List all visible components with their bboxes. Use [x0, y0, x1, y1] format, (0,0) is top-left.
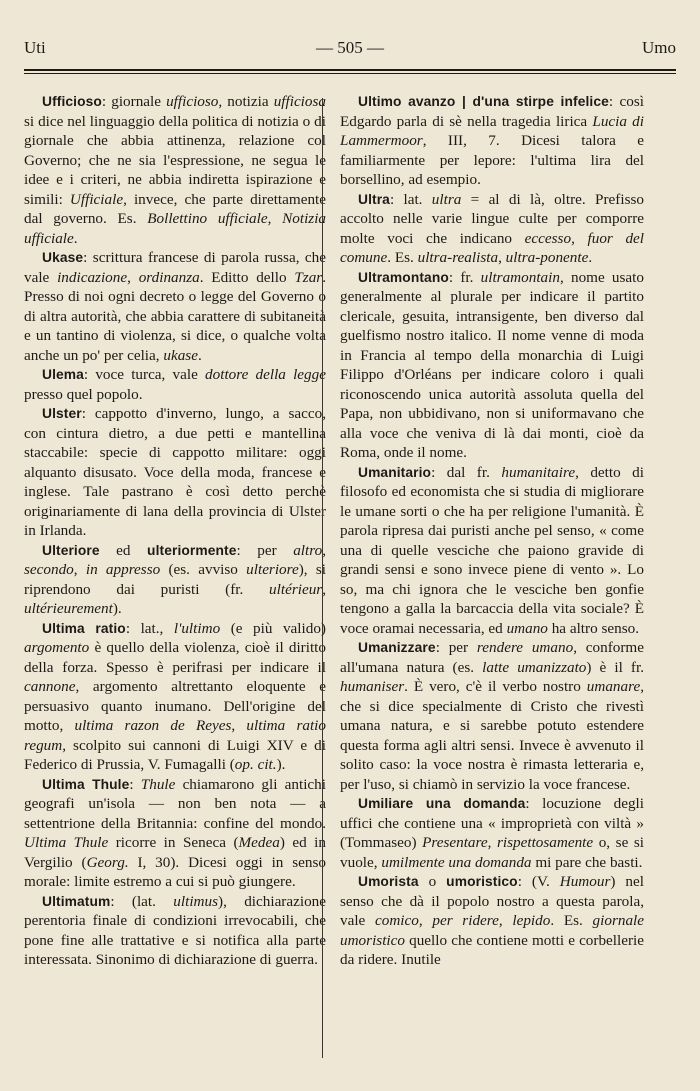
entry-italic-text: ultima ratio regum: [24, 717, 326, 754]
dictionary-entry: [340, 794, 644, 872]
entry-italic-text: ulteriore: [246, 561, 299, 578]
entry-headword: Umiliare una domanda: [358, 796, 526, 811]
header-right-guideword: Umo: [642, 38, 676, 57]
entry-text: ), dichiarazione perentoria finale di condizioni irrevocabili, che pone fine alle trattative e si notifica alla parte interessata. Sinonimo di dichiarazione di guerra.: [24, 892, 326, 968]
column-divider: [322, 98, 323, 1058]
entry-italic-text: op. cit.: [234, 756, 277, 773]
left-column: [24, 92, 326, 970]
entry-italic-text: Presentare: [422, 834, 488, 851]
entry-text: .: [197, 346, 202, 364]
entry-text: : dal fr.: [431, 463, 502, 481]
entry-text: ) ed in Vergilio (: [24, 834, 326, 871]
entry-italic-text: Ultima Thule: [24, 834, 109, 851]
entry-headword: Ulteriore: [42, 542, 100, 558]
entry-headword: Ulema: [42, 367, 84, 382]
entry-text: , detto di filosofo ed economista che si studia di migliorare le umane sorti o che ha per religione l'umanità. È parola ripresa dai puristi anche pel senso, « come una di quelle vesciche che paiono gravide di grandi sensi e sono invece piene di vento ». Lo so, ma chi ignora che le vesciche ben gonfie tengono a galla la barcaccia della vita sociale? È voce oramai necessaria, ed: [340, 463, 644, 637]
entry-headword: Ultima Thule: [42, 776, 130, 792]
dictionary-entry: [340, 463, 644, 639]
entry-italic-text: Ufficiale: [69, 190, 124, 208]
entry-italic-text: dottore della legge: [205, 366, 326, 383]
entry-text: ,: [571, 229, 588, 247]
entry-text: , conforme all'umana natura (es.: [340, 639, 644, 676]
dictionary-entry: [340, 872, 644, 970]
entry-headword: Ultramontano: [358, 269, 449, 285]
entry-italic-text: Lucia di Lammermoor: [340, 112, 644, 149]
entry-text: (es. avviso: [160, 561, 247, 578]
entry-headword: Ultra: [358, 191, 390, 207]
entry-italic-text: in appresso: [85, 561, 161, 578]
dictionary-entry: [340, 268, 644, 463]
entry-headword: umoristico: [446, 874, 518, 889]
entry-text: ) nel senso che dà il popolo nostro a questa parola, vale: [340, 873, 644, 929]
entry-text: : così Edgardo parla di sè nella tragedia lirica: [340, 93, 644, 130]
entry-text: ,: [322, 580, 326, 598]
entry-text: . Editto dello: [199, 268, 295, 286]
dictionary-entry: [24, 365, 326, 404]
entry-headword: Ulster: [42, 406, 82, 421]
dictionary-entry: [24, 619, 326, 775]
entry-headword: Umanizzare: [358, 640, 436, 655]
entry-italic-text: l'ultimo: [173, 619, 221, 637]
entry-headword: ulteriormente: [147, 542, 237, 558]
entry-text: si dice nel linguaggio della politica di notizia o di giornale che abbia attinenza, relazione col Governo; che ne sia l'espressione, ne segua le idee e i criteri, ne abbia indiretta ispirazione e simili:: [24, 112, 326, 208]
entry-text: è quello della violenza, cioè il diritto della forza. Spesso è perifrasi per indicare il: [24, 639, 326, 676]
entry-headword: Ultimo avanzo | d'una stirpe infelice: [358, 94, 609, 109]
entry-text: presso quel popolo.: [24, 385, 143, 403]
entry-headword: Ufficioso: [42, 94, 102, 109]
entry-text: ,: [322, 541, 326, 559]
entry-italic-text: umanare: [586, 678, 641, 695]
header-left-guideword: Uti: [24, 38, 46, 57]
entry-italic-text: latte umanizzato: [482, 658, 587, 676]
entry-text: ).: [276, 756, 286, 773]
entry-text: ,: [498, 249, 506, 266]
entry-italic-text: Georg.: [86, 853, 129, 871]
entry-text: . Es.: [387, 249, 418, 266]
entry-italic-text: secondo: [24, 561, 74, 578]
entry-text: ,: [127, 268, 139, 286]
entry-italic-text: eccesso: [524, 229, 572, 247]
entry-text: , che si dice specialmente di Cristo che rivestì umana natura, e si sarebbe potuto estendere questa forma agli altri sensi. Invece è avvenuto il solito caso: la voce nostra è rimasta letteraria e, per l'uso, si chiamò in servizio la voce francese.: [340, 678, 644, 793]
entry-italic-text: umano: [506, 619, 548, 637]
dictionary-entry: [340, 190, 644, 268]
entry-italic-text: ultra: [431, 190, 462, 208]
entry-text: : scrittura francese di parola russa, che vale: [24, 249, 326, 286]
entry-text: , nome usato generalmente al plurale per indicare il partito clericale, gesuita, intransigente, ben diverso dal guelfismo nostro italico. Il nome venne di moda in Francia al tempo della monarchia di Luigi Filippo d'Orléans per indicare coloro i quali riconoscendo unica autorità assoluta quella del Papa, non ubbidivano, non si uniformavano che alla voce che veniva di là dai monti, cioè da Roma, onde il nome.: [340, 268, 644, 461]
entry-text: = al di là, oltre. Prefisso accolto nelle varie lingue culte per comporre molte voci che indicano: [340, 190, 644, 247]
dictionary-entry: [24, 541, 326, 619]
entry-text: I, 30). Dicesi oggi in senso morale: limite estremo a cui si può giungere.: [24, 853, 327, 890]
dictionary-entry: [24, 404, 326, 541]
entry-italic-text: lepido: [512, 912, 551, 929]
entry-italic-text: per ridere: [432, 912, 499, 929]
entry-text: ha altro senso.: [547, 619, 640, 637]
entry-text: : (V.: [517, 873, 560, 890]
entry-text: : cappotto d'inverno, lungo, a sacco, con cintura dietro, a due petti e mantellina staccabile: specie di cappotto militare: oggi alquanto disusato. Voce della moda, francese e inglese. Tale pastrano è così detto perchè originariamente di lana della provincia di Ulster in Irlanda.: [24, 405, 326, 539]
entry-text: : lat.,: [125, 619, 174, 637]
entry-text: : per: [236, 541, 294, 559]
dictionary-entry: [24, 892, 326, 970]
entry-italic-text: ukase: [163, 346, 198, 364]
entry-italic-text: Medea: [238, 834, 280, 851]
entry-italic-text: ultérieur: [269, 580, 323, 598]
entry-italic-text: argomento: [24, 639, 90, 656]
entry-text: ).: [112, 600, 122, 617]
dictionary-entry: [340, 92, 644, 190]
entry-italic-text: humaniser: [340, 678, 405, 695]
entry-italic-text: humanitaire: [501, 463, 576, 481]
dictionary-entry: [24, 92, 326, 248]
entry-italic-text: altro: [293, 541, 323, 559]
entry-text: ricorre in Seneca (: [108, 834, 239, 851]
entry-headword: Ultima ratio: [42, 620, 126, 636]
entry-text: , invece, che parte direttamente dal governo. Es.: [24, 190, 326, 227]
entry-text: : voce turca, vale: [83, 366, 206, 383]
entry-text: : giornale: [101, 93, 167, 110]
entry-text: . È vero, c'è il verbo nostro: [404, 678, 587, 695]
entry-text: ed: [99, 541, 148, 559]
dictionary-entry: [340, 638, 644, 794]
entry-text: ,: [231, 717, 247, 734]
entry-italic-text: ultérieurement: [24, 600, 113, 617]
entry-italic-text: umilmente una domanda: [381, 853, 532, 871]
right-column: [340, 92, 644, 970]
entry-italic-text: cannone: [24, 678, 76, 695]
entry-italic-text: ultima razon de Reyes: [74, 717, 232, 734]
entry-text: ,: [418, 912, 433, 929]
entry-text: : (lat.: [110, 892, 174, 910]
entry-italic-text: ordinanza: [138, 268, 200, 286]
entry-italic-text: rispettosamente: [496, 834, 594, 851]
entry-text: : locuzione degli uffici che contiene una « improprietà con viltà » (Tommaseo): [340, 795, 644, 851]
entry-text: mi pare che basti.: [531, 853, 643, 871]
entry-italic-text: ultimus: [173, 892, 219, 910]
entry-text: .: [73, 229, 78, 247]
entry-headword: Umorista: [358, 874, 419, 889]
entry-italic-text: giornale umoristico: [340, 912, 644, 949]
entry-italic-text: Tzar: [294, 268, 323, 286]
entry-italic-text: indicazione: [57, 268, 128, 286]
entry-text: ,: [498, 912, 513, 929]
entry-text: .: [588, 249, 593, 266]
entry-italic-text: ultra-realista: [417, 249, 499, 266]
entry-text: ) è il fr.: [586, 658, 644, 676]
entry-headword: Ultimatum: [42, 893, 111, 909]
dictionary-entry: [24, 775, 326, 892]
entry-italic-text: ufficioso: [166, 93, 219, 110]
entry-italic-text: Notizia ufficiale: [24, 210, 327, 247]
entry-text: ,: [267, 210, 283, 227]
entry-text: , argomento altrettanto eloquente e persuasivo quanto inumano. Dell'origine del motto,: [24, 678, 326, 734]
page-number: — 505 —: [316, 38, 384, 57]
header-rule: [24, 69, 676, 71]
entry-italic-text: fuor del comune: [340, 229, 645, 266]
entry-italic-text: comico: [375, 912, 419, 929]
entry-text: :: [129, 775, 141, 793]
entry-text: ), si riprendono dai puristi (fr.: [24, 561, 326, 598]
entry-text: ,: [487, 834, 497, 851]
entry-text: , III, 7. Dicesi talora e familiarmente per lepore: l'ultima lira del borsellino, ad esempio.: [340, 132, 644, 188]
entry-text: chiamarono gli antichi geografi un'isola — non ben nota — a settentrione della Britannia: confine del mondo.: [24, 775, 326, 832]
entry-italic-text: ufficiosa: [273, 93, 326, 110]
entry-text: quello che contiene motti e corbellerie da ridere. Inutile: [340, 931, 644, 968]
entry-text: : fr.: [448, 268, 481, 286]
header-rule-thin: [24, 73, 676, 74]
entry-italic-text: rendere umano: [476, 639, 574, 656]
entry-text: . Es.: [550, 912, 593, 929]
entry-text: o: [418, 873, 447, 890]
entry-italic-text: ultramontain: [480, 268, 560, 286]
entry-italic-text: Humour: [559, 873, 611, 890]
entry-text: : per: [435, 639, 477, 656]
entry-italic-text: ultra-ponente: [505, 249, 589, 266]
entry-text: . Presso di noi ogni decreto o legge del Governo o di altra autorità, che abbia carattere di subitaneità e un tantino di violenza, si dice, o qualche volta anche un po' per celia,: [24, 268, 327, 364]
entry-text: o, se si vuole,: [340, 834, 644, 871]
entry-text: , scolpito sui cannoni di Luigi XIV e di Federico di Prussia, V. Fumagalli (: [24, 736, 326, 773]
entry-text: : lat.: [389, 190, 432, 208]
entry-headword: Ukase: [42, 250, 84, 265]
dictionary-entry: [24, 248, 326, 365]
entry-text: ,: [73, 561, 86, 578]
entry-headword: Umanitario: [358, 464, 432, 480]
entry-text: (e più valido): [220, 619, 326, 637]
entry-italic-text: Thule: [140, 775, 176, 793]
entry-text: , notizia: [218, 93, 274, 110]
entry-italic-text: Bollettino ufficiale: [147, 210, 268, 227]
